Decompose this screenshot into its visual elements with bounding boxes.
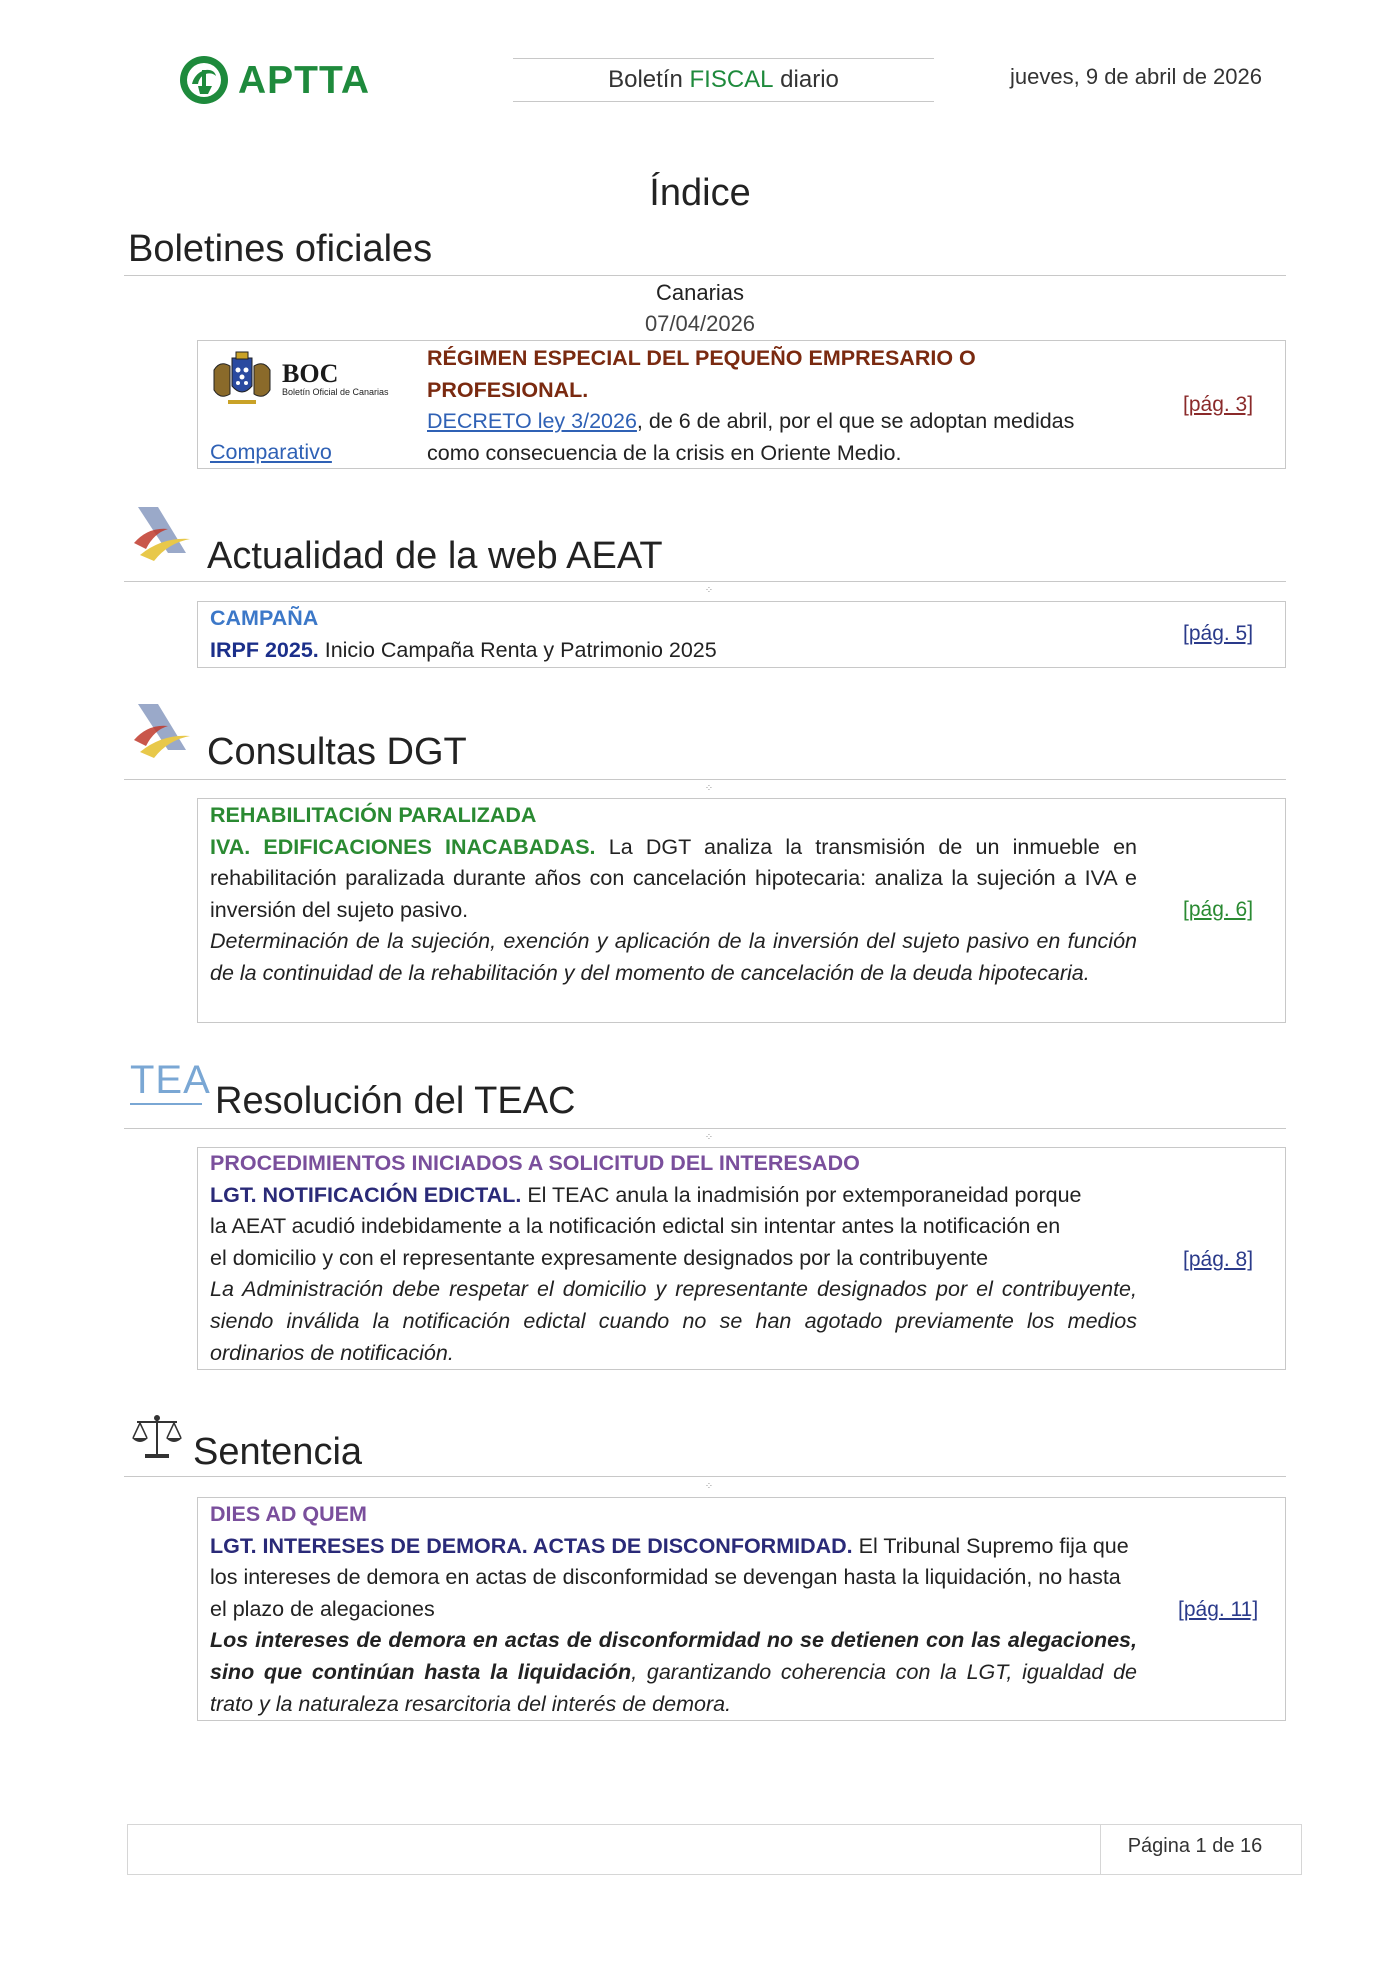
header-date: jueves, 9 de abril de 2026: [1010, 64, 1262, 89]
teac-lead: LGT. NOTIFICACIÓN EDICTAL.: [210, 1182, 522, 1207]
boc-logo-text: BOC: [282, 359, 339, 388]
anchor-mark-icon: ⁘: [704, 783, 714, 794]
aeat-lead: IRPF 2025.: [210, 637, 319, 662]
dgt-page-link[interactable]: [pág. 6]: [1183, 898, 1254, 921]
section-divider: [124, 581, 1286, 582]
section-divider: [124, 779, 1286, 780]
decreto-text: , de 6 de abril, por el que se adoptan medidas: [636, 409, 1075, 434]
section-divider: [124, 1128, 1286, 1129]
section-title-teac: Resolución del TEAC: [215, 1080, 576, 1122]
boc-logo: [208, 350, 408, 408]
aptta-emblem-icon: [178, 54, 230, 106]
bulletin-suffix: diario: [773, 66, 839, 93]
boc-entry-text: [427, 343, 1137, 469]
anchor-mark-icon: ⁘: [704, 1481, 714, 1492]
teac-category: PROCEDIMIENTOS INICIADOS A SOLICITUD DEL INTERESADO: [210, 1151, 860, 1175]
boc-entry-heading: RÉGIMEN ESPECIAL DEL PEQUEÑO EMPRESARIO O PROFESIONAL.: [427, 346, 976, 402]
section-title-dgt: Consultas DGT: [207, 731, 467, 773]
teac-text-line2: la AEAT acudió indebidamente a la notificación edictal sin intentar antes la notificación en: [210, 1214, 1061, 1239]
sentencia-category: DIES AD QUEM: [210, 1502, 367, 1526]
tea-logo-text: TEA: [130, 1058, 211, 1102]
tea-logo: [130, 1058, 211, 1108]
page-number: Página 1 de 16: [1127, 1835, 1263, 1857]
bulletin-prefix: Boletín: [608, 66, 690, 93]
section-title-sentencia: Sentencia: [193, 1431, 363, 1473]
sentencia-entry-text: [210, 1499, 1137, 1720]
sentencia-lead: LGT. INTERESES DE DEMORA. ACTAS DE DISCONFORMIDAD.: [210, 1533, 853, 1558]
dgt-summary: Determinación de la sujeción, exención y aplicación de la inversión del sujeto pasivo en función de la continuidad de la rehabilitación y del momento de cancelación de la deuda hipotecaria.: [210, 929, 1137, 985]
decreto-text-line2: como consecuencia de la crisis en Oriente Medio.: [427, 440, 902, 465]
boc-logo-subtext: Boletín Oficial de Canarias: [282, 387, 389, 397]
bulletin-title: [513, 58, 934, 102]
sentencia-summary-bold: Los intereses de demora en actas de disconformidad no se detienen con las alegaciones, sino que continúan hasta la liquidación: [210, 1628, 1137, 1684]
dgt-text: La DGT analiza la transmisión de un inmueble en rehabilitación paralizada durante años con cancelación hipotecaria: analiza la sujeción a IVA e inversión del sujeto pasivo.: [210, 834, 1137, 922]
sentencia-page-link[interactable]: [pág. 11]: [1178, 1598, 1259, 1621]
scales-of-justice-icon: [131, 1414, 183, 1460]
sentencia-text: El Tribunal Supremo fija que los intereses de demora en actas de disconformidad se devengan hasta la liquidación, no hasta el plazo de alegaciones: [210, 1533, 1129, 1621]
sentencia-summary-rest: , garantizando coherencia con la LGT, igualdad de trato y la naturaleza resarcitoria del interés de demora.: [210, 1659, 1137, 1716]
section-title-aeat: Actualidad de la web AEAT: [207, 535, 663, 577]
anchor-mark-icon: ⁘: [704, 1132, 714, 1143]
aeat-logo-icon: [128, 503, 196, 565]
section-title-boletines: Boletines oficiales: [128, 228, 433, 270]
section-divider: [124, 275, 1286, 276]
aeat-entry-text: [210, 603, 1130, 666]
canarias-coat-of-arms-icon: [208, 350, 276, 408]
aeat-logo-icon: [128, 700, 196, 762]
teac-text-line1: El TEAC anula la inadmisión por extemporaneidad porque: [521, 1182, 1082, 1207]
teac-summary: La Administración debe respetar el domicilio y representante designados por el contribuyente, siendo inválida la notificación edictal cuando no se han agotado previamente los medios ordinarios de notificación.: [210, 1277, 1137, 1365]
aeat-category: CAMPAÑA: [210, 606, 319, 630]
aptta-logo: [178, 52, 393, 108]
logo-text: APTTA: [238, 58, 371, 102]
boc-page-link[interactable]: [pág. 3]: [1183, 393, 1254, 416]
anchor-mark-icon: ⁘: [704, 585, 714, 596]
region-date: 07/04/2026: [644, 311, 756, 336]
region-label: Canarias: [655, 280, 745, 305]
dgt-lead: IVA. EDIFICACIONES INACABADAS.: [210, 834, 596, 859]
bulletin-highlight: FISCAL: [689, 66, 774, 93]
aeat-page-link[interactable]: [pág. 5]: [1183, 622, 1254, 645]
dgt-category: REHABILITACIÓN PARALIZADA: [210, 803, 537, 827]
dgt-entry-text: [210, 800, 1137, 990]
aeat-text: Inicio Campaña Renta y Patrimonio 2025: [318, 637, 717, 662]
section-divider: [124, 1476, 1286, 1477]
index-title: Índice: [649, 172, 751, 214]
comparativo-link[interactable]: Comparativo: [210, 440, 332, 464]
decreto-link[interactable]: DECRETO ley 3/2026: [427, 409, 637, 434]
teac-page-link[interactable]: [pág. 8]: [1183, 1248, 1254, 1271]
teac-text-line3: el domicilio y con el representante expresamente designados por la contribuyente: [210, 1245, 989, 1270]
teac-entry-text: [210, 1148, 1137, 1369]
